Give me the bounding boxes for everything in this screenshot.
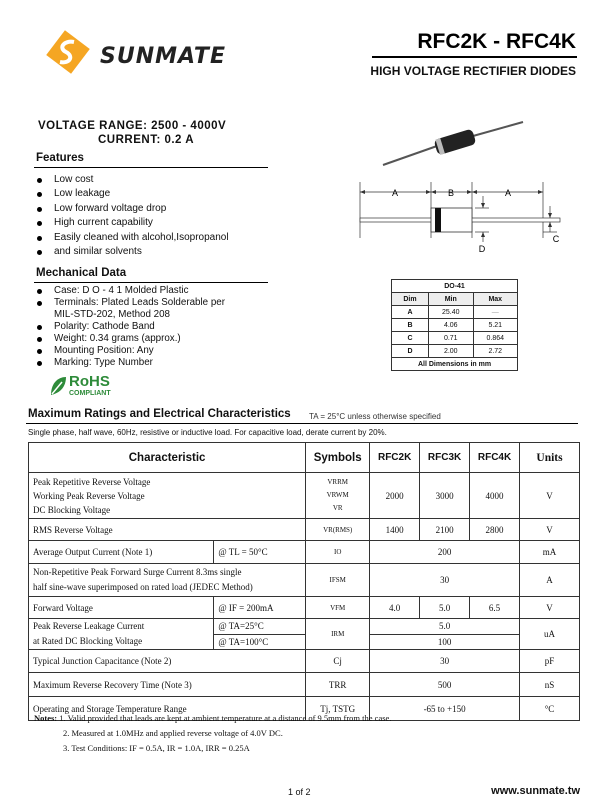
table-row: Maximum Reverse Recovery Time (Note 3) TRR 500 nS xyxy=(29,673,580,697)
list-item: Low cost xyxy=(34,173,274,187)
table-row: A 25.40 — xyxy=(392,306,518,319)
ratings-rule xyxy=(26,423,578,424)
list-item: Weight: 0.34 grams (approx.) xyxy=(34,333,274,345)
leaf-icon xyxy=(48,375,68,397)
table-row: B 4.06 5.21 xyxy=(392,319,518,332)
rohs-badge xyxy=(48,373,128,401)
features-list xyxy=(34,173,274,259)
note-1: 1. Valid provided that leads are kept at ambient temperature at a distance of 9.5mm from the case. xyxy=(59,713,392,723)
dimension-table xyxy=(391,279,518,371)
list-item: Mounting Position: Any xyxy=(34,345,274,357)
notes-label: Notes: xyxy=(34,713,58,723)
features-heading: Features xyxy=(36,152,84,164)
table-header-package: DO-41 xyxy=(392,280,518,293)
ratings-note: Single phase, half wave, 60Hz, resistive or inductive load. For capacitive load, derate current by 20%. xyxy=(28,428,387,437)
col-header-rfc3k: RFC3K xyxy=(420,443,470,473)
mechanical-rule xyxy=(34,282,268,283)
col-header-rfc4k: RFC4K xyxy=(470,443,520,473)
table-row: Typical Junction Capacitance (Note 2) Cj 30 pF xyxy=(29,650,580,673)
table-row: RMS Reverse Voltage VR(RMS) 1400 2100 2800 V xyxy=(29,519,580,541)
list-item: High current capability xyxy=(34,216,274,230)
list-item: Polarity: Cathode Band xyxy=(34,321,274,333)
col-header: Dim xyxy=(392,293,429,306)
rohs-text: RoHS xyxy=(69,373,110,390)
page-number: 1 of 2 xyxy=(288,787,311,797)
table-row: D 2.00 2.72 xyxy=(392,345,518,358)
note-3: 3. Test Conditions: IF = 0.5A, IR = 1.0A, IRR = 0.25A xyxy=(63,743,250,753)
note-2: 2. Measured at 1.0MHz and applied reverse voltage of 4.0V DC. xyxy=(63,728,283,738)
ratings-heading: Maximum Ratings and Electrical Characteristics xyxy=(28,408,291,420)
header-rule xyxy=(372,56,577,58)
dim-label-a1: A xyxy=(391,188,399,198)
table-row: Average Output Current (Note 1) @ TL = 50°C IO 200 mA xyxy=(29,541,580,564)
list-item: Low leakage xyxy=(34,187,274,201)
list-item: and similar solvents xyxy=(34,245,274,259)
dim-label-d: D xyxy=(478,244,486,254)
col-header-units: Units xyxy=(520,443,580,473)
features-rule xyxy=(34,167,268,168)
mechanical-heading: Mechanical Data xyxy=(36,267,127,279)
table-row: Peak Reverse Leakage Current at Rated DC Blocking Voltage @ TA=25°C IRM 5.0 uA xyxy=(29,619,580,635)
col-header: Min xyxy=(429,293,474,306)
list-item: Terminals: Plated Leads Solderable per xyxy=(34,297,274,309)
table-row: Peak Repetitive Reverse Voltage Working Peak Reverse Voltage DC Blocking Voltage VRRM VRWM VR 2000 3000 4000 V xyxy=(29,473,580,519)
dim-label-a2: A xyxy=(504,188,512,198)
dim-label-b: B xyxy=(447,188,455,198)
col-header: Max xyxy=(473,293,518,306)
list-item: MIL-STD-202, Method 208 xyxy=(54,309,170,320)
col-header-symbols: Symbols xyxy=(306,443,370,473)
diode-outline-drawing xyxy=(355,120,580,260)
logo-icon xyxy=(44,28,92,76)
part-number-title: RFC2K - RFC4K xyxy=(417,30,576,53)
rohs-compliant-text: COMPLIANT xyxy=(69,390,111,397)
list-item: Case: D O - 4 1 Molded Plastic xyxy=(34,285,274,297)
table-row: Non-Repetitive Peak Forward Surge Current 8.3ms single half sine-wave superimposed on rated load (JEDEC Method) IFSM 30 A xyxy=(29,564,580,597)
list-item: Marking: Type Number xyxy=(34,357,274,369)
col-header-rfc2k: RFC2K xyxy=(370,443,420,473)
ratings-table xyxy=(28,442,580,721)
dim-label-c: C xyxy=(552,234,560,244)
voltage-range-spec: VOLTAGE RANGE: 2500 - 4000V xyxy=(38,120,227,132)
website-link[interactable]: www.sunmate.tw xyxy=(491,785,580,797)
table-row: @ TA=100°C 100 xyxy=(29,634,580,650)
table-row: C 0.71 0.864 xyxy=(392,332,518,345)
ratings-condition: TA = 25°C unless otherwise specified xyxy=(309,412,441,421)
list-item: Easily cleaned with alcohol,Isopropanol xyxy=(34,231,274,245)
part-subtitle: HIGH VOLTAGE RECTIFIER DIODES xyxy=(370,64,576,78)
col-header-characteristic: Characteristic xyxy=(29,443,306,473)
table-row: Operating and Storage Temperature Range Tj, TSTG -65 to +150 °C xyxy=(29,697,580,721)
notes-section xyxy=(34,711,594,756)
brand-name: SUNMATE xyxy=(100,44,226,69)
list-item: Low forward voltage drop xyxy=(34,202,274,216)
current-spec: CURRENT: 0.2 A xyxy=(98,134,195,146)
mechanical-list xyxy=(34,285,274,369)
table-footer: All Dimensions in mm xyxy=(392,358,518,371)
table-row: Forward Voltage @ IF = 200mA VFM 4.0 5.0 6.5 V xyxy=(29,597,580,619)
